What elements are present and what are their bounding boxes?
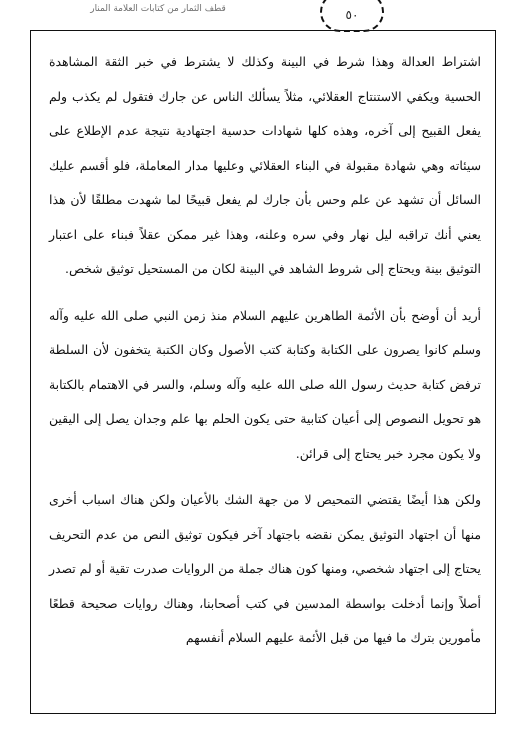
page-number: ٥٠ [345,8,359,22]
paragraph-2: أريد أن أوضح بأن الأئمة الطاهرين عليهم السلام منذ زمن النبي صلى الله عليه وآله وسلم كانوا يصرون على الكتابة وكتابة كتب الأصول وكان الكتبة يتخفون لأن السلطة ترفض كتابة حديث رسول الله صلى الله عليه وآله وسلم، والسر في الاهتمام بالكتابة هو تحويل النصوص إلى أعيان كتابية حتى يكون الحلم بها علم وجدان يصل إلى اليقين ولا يكون مجرد خبر يحتاج إلى قرائن. [49,307,481,461]
page-number-frame [320,0,384,32]
paragraph-3: ولكن هذا أيضًا يقتضي التمحيص لا من جهة الشك بالأعيان ولكن هناك اسباب أخرى منها أن اجتهاد التوثيق يمكن نقضه باجتهاد آخر فيكون توثيق النص من عدم التحريف يحتاج إلى اجتهاد شخصي، ومنها كون هناك جملة من الروايات صدرت تقية أو لم تصدر أصلاً وإنما أدخلت بواسطة المدسين في كتب أصحابنا، وهناك روايات صحيحة قطعًا مأمورين بترك ما فيها من قبل الأئمة عليهم السلام أنفسهم [49,492,481,645]
content-frame [30,30,496,714]
body-text [49,45,481,656]
paragraph-1: اشتراط العدالة وهذا شرط في البينة وكذلك لا يشترط في خبر الثقة المشاهدة الحسية ويكفي الاستنتاج العقلائي، مثلاً يسألك الناس عن جارك فتقول لم يكذب ولم يفعل القبيح إلى آخره، وهذه كلها شهادات حدسية اجتهادية نتيجة عدم الإطلاع على سيئاته وهي شهادة مقبولة في البناء العقلائي وعليها مدار المعاملة، فلو أقسم عليك السائل أن تشهد عن علم وحس بأن جارك لم يفعل قبيحًا لما شهدت مطلقًا لأن هذا يعني أنك تراقبه ليل نهار وفي سره وعلنه، وهذا غير ممكن عقلاً فبناء على اعتبار التوثيق بينة ويحتاج إلى شروط الشاهد في البينة لكان من المستحيل توثيق شخص. [49,54,481,276]
running-header-title: قطف الثمار من كتابات العلامة المنار [90,4,226,14]
